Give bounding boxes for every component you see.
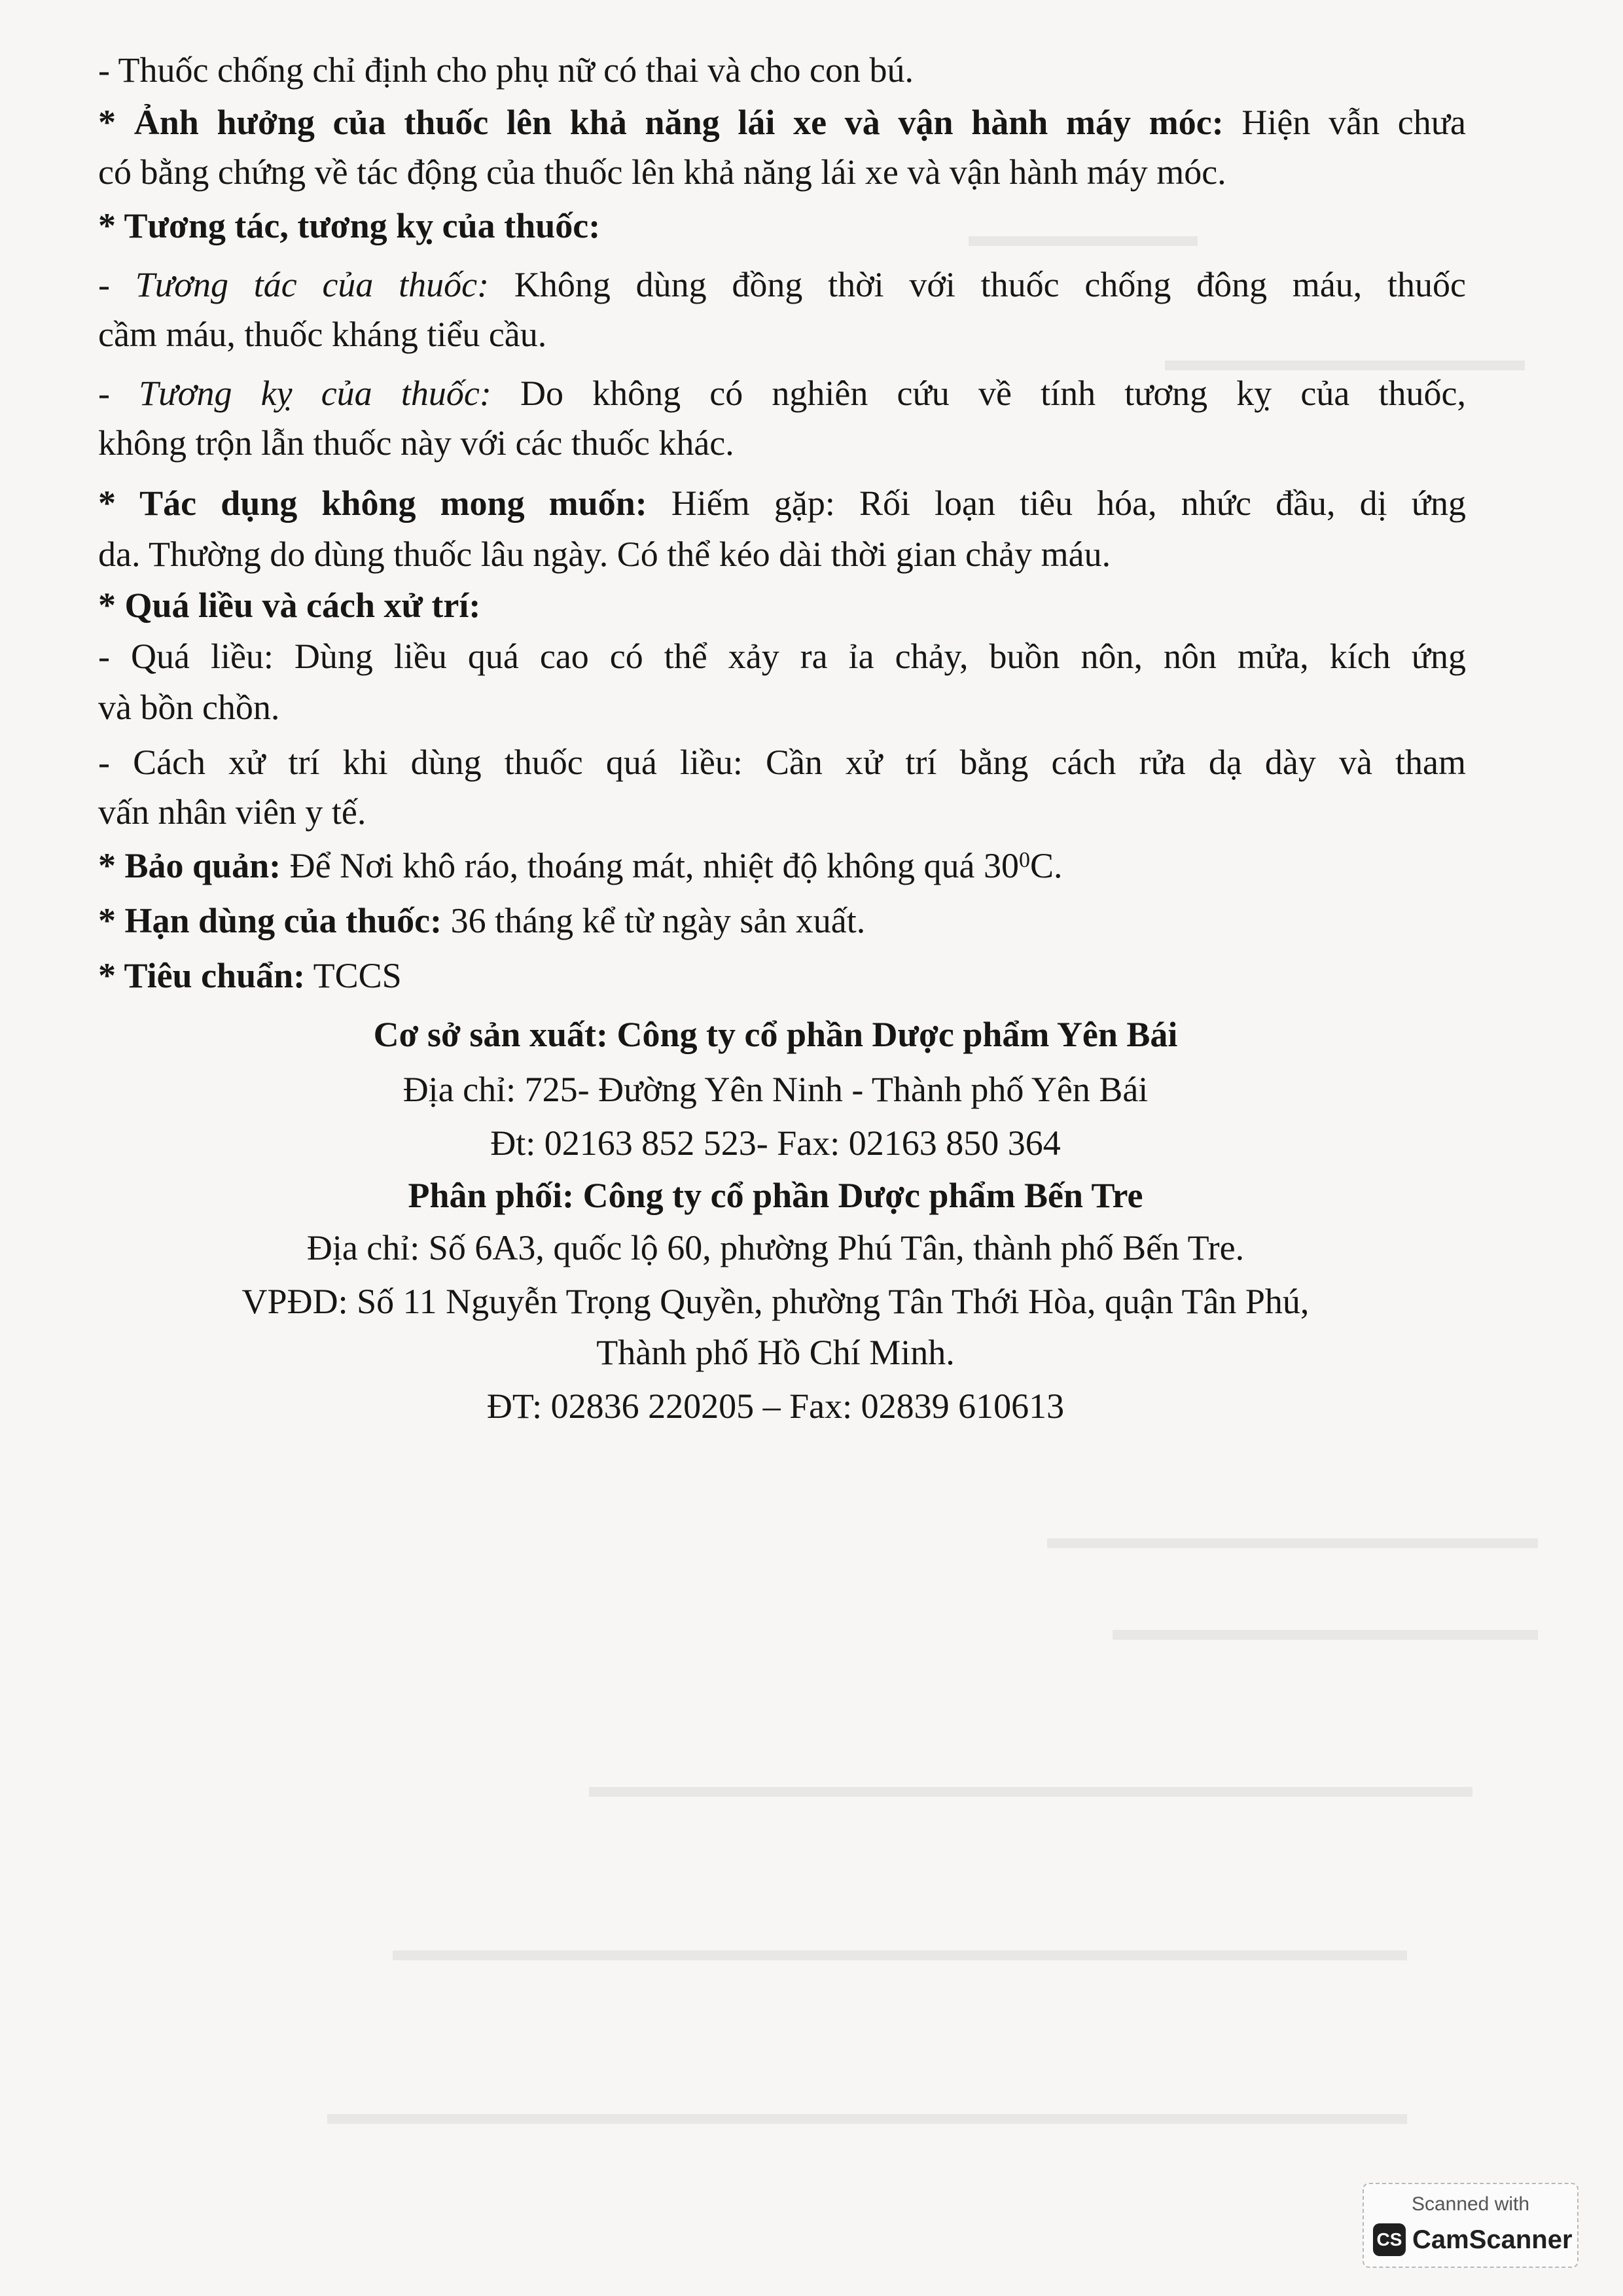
overdose-heading: * Quá liều và cách xử trí: (98, 586, 481, 625)
camscanner-watermark (1363, 2183, 1578, 2268)
contraindication-text: - Thuốc chống chỉ định cho phụ nữ có thai và cho con bú. (98, 50, 914, 90)
incompatibility-text-cont: không trộn lẫn thuốc này với các thuốc khác. (98, 423, 734, 463)
distributor-phone: ĐT: 02836 220205 – Fax: 02839 610613 (486, 1386, 1065, 1426)
adverse-line-2 (98, 531, 1466, 577)
driving-line-1 (98, 99, 1466, 145)
driving-text: Hiện vẫn chưa (1223, 103, 1466, 142)
storage-heading: * Bảo quản: (98, 846, 281, 885)
overdose-heading-line (98, 582, 1466, 628)
shelf-life-text: 36 tháng kể từ ngày sản xuất. (442, 901, 866, 940)
manufacturer-phone-line (0, 1120, 1551, 1166)
manufacturer-phone: Đt: 02163 852 523- Fax: 02163 850 364 (490, 1123, 1061, 1163)
bleed-through: ▬▬▬▬▬▬▬▬▬▬▬ (1165, 341, 1525, 378)
camscanner-name: CamScanner (1412, 2225, 1573, 2254)
bleed-through: ▬▬▬▬▬▬▬▬▬▬▬▬▬▬▬▬▬▬▬▬▬▬▬▬▬▬▬ (589, 1767, 1472, 1804)
interaction-label: - Tương tác của thuốc: (98, 265, 490, 304)
degree-superscript: 0 (1018, 848, 1030, 872)
driving-heading: * Ảnh hưởng của thuốc lên khả năng lái xe và vận hành máy móc: (98, 103, 1224, 142)
treatment-line-2 (98, 789, 1466, 835)
incompatibility-line-2 (98, 420, 1466, 466)
interaction-heading: * Tương tác, tương kỵ của thuốc: (98, 206, 601, 245)
standard-line (98, 953, 1466, 998)
distributor-address: Địa chỉ: Số 6A3, quốc lộ 60, phường Phú Tân, thành phố Bến Tre. (306, 1228, 1245, 1267)
interaction-line-2 (98, 311, 1466, 357)
manufacturer-address-line (0, 1067, 1551, 1112)
storage-line (98, 843, 1466, 889)
treatment-text-cont: vấn nhân viên y tế. (98, 792, 366, 832)
distributor-title-line (0, 1173, 1551, 1218)
incompatibility-label: - Tương kỵ của thuốc: (98, 374, 491, 413)
bleed-through: ▬▬▬▬▬▬▬▬▬▬▬▬▬ (1113, 1610, 1538, 1647)
scanned-with-label: Scanned with (1411, 2193, 1530, 2215)
treatment-text: - Cách xử trí khi dùng thuốc quá liều: Cần xử trí bằng cách rửa dạ dày và tham (98, 743, 1466, 782)
manufacturer-title: Cơ sở sản xuất: Công ty cổ phần Dược phẩm Yên Bái (373, 1015, 1178, 1054)
overdose-line-2 (98, 684, 1466, 730)
overdose-line-1 (98, 633, 1466, 679)
bleed-through: ▬▬▬▬▬▬▬ (969, 217, 1198, 253)
interaction-line-1 (98, 262, 1466, 308)
distributor-phone-line (0, 1383, 1551, 1429)
office-city: Thành phố Hồ Chí Minh. (596, 1333, 955, 1372)
interaction-heading-line (98, 203, 1466, 249)
shelf-life-heading: * Hạn dùng của thuốc: (98, 901, 442, 940)
manufacturer-title-line (0, 1012, 1551, 1057)
shelf-life-line (98, 898, 1466, 944)
distributor-title: Phân phối: Công ty cổ phần Dược phẩm Bến Tre (408, 1176, 1143, 1215)
adverse-heading: * Tác dụng không mong muốn: (98, 484, 647, 523)
adverse-text-cont: da. Thường do dùng thuốc lâu ngày. Có thể kéo dài thời gian chảy máu. (98, 535, 1111, 574)
interaction-text-cont: cầm máu, thuốc kháng tiểu cầu. (98, 315, 547, 354)
driving-line-2 (98, 149, 1466, 195)
office-line-1 (0, 1279, 1551, 1324)
storage-unit: C. (1029, 846, 1063, 885)
office-address: VPĐD: Số 11 Nguyễn Trọng Quyền, phường Tân Thới Hòa, quận Tân Phú, (241, 1282, 1310, 1321)
interaction-text: Không dùng đồng thời với thuốc chống đông máu, thuốc (489, 265, 1466, 304)
incompatibility-text: Do không có nghiên cứu về tính tương kỵ của thuốc, (491, 374, 1466, 413)
driving-text-cont: có bằng chứng về tác động của thuốc lên khả năng lái xe và vận hành máy móc. (98, 152, 1226, 192)
overdose-text-cont: và bồn chồn. (98, 688, 280, 727)
office-line-2 (0, 1330, 1551, 1375)
standard-text: TCCS (305, 956, 402, 995)
contraindication-line (98, 47, 1466, 93)
bleed-through: ▬▬▬▬▬▬▬▬▬▬▬▬▬▬▬▬▬▬▬▬▬▬▬▬▬▬▬▬▬▬▬▬▬ (327, 2094, 1407, 2131)
distributor-address-line (0, 1225, 1551, 1271)
standard-heading: * Tiêu chuẩn: (98, 956, 306, 995)
bleed-through: ▬▬▬▬▬▬▬▬▬▬▬▬▬▬▬▬▬▬▬▬▬▬▬▬▬▬▬▬▬▬▬ (393, 1931, 1407, 1968)
camscanner-logo-icon: CS (1373, 2223, 1406, 2256)
storage-text: Để Nơi khô ráo, thoáng mát, nhiệt độ không quá 30 (281, 846, 1019, 885)
manufacturer-address: Địa chỉ: 725- Đường Yên Ninh - Thành phố Yên Bái (402, 1070, 1149, 1109)
overdose-text: - Quá liều: Dùng liều quá cao có thể xảy ra ỉa chảy, buồn nôn, nôn mửa, kích ứng (98, 637, 1466, 676)
incompatibility-line-1 (98, 370, 1466, 416)
adverse-text: Hiếm gặp: Rối loạn tiêu hóa, nhức đầu, dị ứng (647, 484, 1466, 523)
bleed-through: ▬▬▬▬▬▬▬▬▬▬▬▬▬▬▬ (1047, 1519, 1538, 1555)
adverse-line-1 (98, 480, 1466, 526)
treatment-line-1 (98, 739, 1466, 785)
